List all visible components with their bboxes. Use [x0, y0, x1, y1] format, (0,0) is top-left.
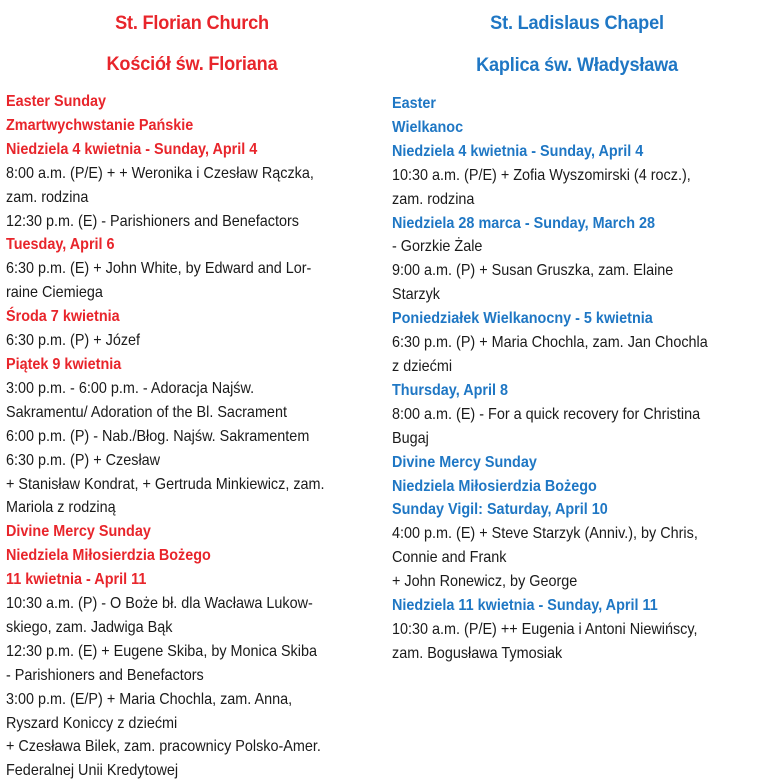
schedule-entry: Bugaj: [392, 429, 429, 447]
schedule-entry: - Parishioners and Benefactors: [6, 666, 204, 684]
schedule-heading: Wielkanoc: [392, 118, 464, 136]
schedule-entry: z dziećmi: [392, 357, 453, 375]
schedule-heading: Sunday Vigil: Saturday, April 10: [392, 501, 608, 519]
schedule-heading: Divine Mercy Sunday: [6, 523, 151, 541]
schedule-entry: Ryszard Koniccy z dziećmi: [6, 714, 178, 732]
schedule-entry: 8:00 a.m. (E) - For a quick recovery for Christina: [392, 405, 701, 423]
schedule-entry: 8:00 a.m. (P/E) + + Weronika i Czesław Rączka,: [6, 164, 314, 182]
schedule-heading: Niedziela 28 marca - Sunday, March 28: [392, 214, 656, 232]
schedule-heading: Piątek 9 kwietnia: [6, 355, 122, 373]
schedule-entry: 10:30 a.m. (P) - O Boże bł. dla Wacława Lukow-: [6, 595, 313, 613]
schedule-heading: Niedziela 4 kwietnia - Sunday, April 4: [6, 140, 258, 158]
schedule-entry: Federalnej Unii Kredytowej: [6, 762, 179, 780]
schedule-heading: Easter Sunday: [6, 93, 107, 110]
schedule-entry: 9:00 a.m. (P) + Susan Gruszka, zam. Elaine: [392, 262, 674, 280]
schedule-entry: raine Ciemiega: [6, 284, 103, 302]
schedule-entry: 12:30 p.m. (E) - Parishioners and Benefactors: [6, 212, 299, 230]
schedule-entry: 6:00 p.m. (P) - Nab./Błog. Najśw. Sakramentem: [6, 427, 310, 445]
schedule-entry: 6:30 p.m. (P) + Józef: [6, 332, 141, 350]
schedule-entry: zam. rodzina: [392, 190, 475, 208]
schedule-entry: 4:00 p.m. (E) + Steve Starzyk (Anniv.), by Chris,: [392, 525, 698, 543]
schedule-heading: Niedziela Miłosierdzia Bożego: [392, 477, 597, 495]
schedule-entry: Connie and Frank: [392, 549, 507, 567]
schedule-entry: skiego, zam. Jadwiga Bąk: [6, 618, 173, 636]
schedule-entry: 10:30 a.m. (P/E) ++ Eugenia i Antoni Niewińscy,: [392, 620, 698, 638]
schedule-heading: 11 kwietnia - April 11: [6, 571, 147, 589]
schedule-entry: 6:30 p.m. (E) + John White, by Edward and Lor-: [6, 260, 312, 278]
st-ladislaus-title-en: St. Ladislaus Chapel: [490, 12, 664, 34]
schedule-heading: Easter: [392, 95, 437, 112]
schedule-entry: 12:30 p.m. (E) + Eugene Skiba, by Monica Skiba: [6, 642, 317, 660]
st-florian-schedule: [6, 90, 378, 783]
st-ladislaus-schedule: [392, 92, 762, 666]
st-florian-column: [6, 0, 378, 783]
schedule-entry: Mariola z rodziną: [6, 499, 116, 517]
schedule-heading: Poniedziałek Wielkanocny - 5 kwietnia: [392, 310, 653, 328]
schedule-entry: Sakramentu/ Adoration of the Bl. Sacrament: [6, 403, 287, 421]
schedule-heading: Niedziela 11 kwietnia - Sunday, April 11: [392, 597, 658, 615]
schedule-entry: 3:00 p.m. - 6:00 p.m. - Adoracja Najśw.: [6, 379, 255, 397]
st-ladislaus-column: [392, 0, 762, 666]
schedule-entry: Starzyk: [392, 286, 441, 304]
schedule-heading: Niedziela Miłosierdzia Bożego: [6, 547, 211, 565]
st-ladislaus-title-pl: Kaplica św. Władysława: [476, 54, 678, 76]
schedule-heading: Środa 7 kwietnia: [6, 308, 120, 326]
schedule-entry: + John Ronewicz, by George: [392, 573, 578, 591]
schedule-heading: Niedziela 4 kwietnia - Sunday, April 4: [392, 142, 644, 160]
schedule-heading: Divine Mercy Sunday: [392, 453, 537, 471]
schedule-entry: 6:30 p.m. (P) + Czesław: [6, 451, 161, 469]
schedule-entry: zam. Bogusława Tymosiak: [392, 644, 563, 662]
schedule-entry: 3:00 p.m. (E/P) + Maria Chochla, zam. Anna,: [6, 690, 293, 708]
schedule-entry: + Czesława Bilek, zam. pracownicy Polsko-Amer.: [6, 738, 321, 756]
schedule-heading: Zmartwychwstanie Pańskie: [6, 116, 194, 134]
st-florian-title-pl: Kościół św. Floriana: [106, 53, 278, 75]
schedule-entry: + Stanisław Kondrat, + Gertruda Minkiewicz, zam.: [6, 475, 325, 493]
schedule-heading: Tuesday, April 6: [6, 236, 115, 254]
schedule-heading: Thursday, April 8: [392, 381, 509, 399]
st-florian-title-en: St. Florian Church: [115, 12, 269, 34]
schedule-entry: 10:30 a.m. (P/E) + Zofia Wyszomirski (4 rocz.),: [392, 166, 691, 184]
schedule-entry: 6:30 p.m. (P) + Maria Chochla, zam. Jan Chochla: [392, 334, 708, 352]
schedule-entry: - Gorzkie Żale: [392, 238, 483, 256]
schedule-entry: zam. rodzina: [6, 188, 89, 206]
